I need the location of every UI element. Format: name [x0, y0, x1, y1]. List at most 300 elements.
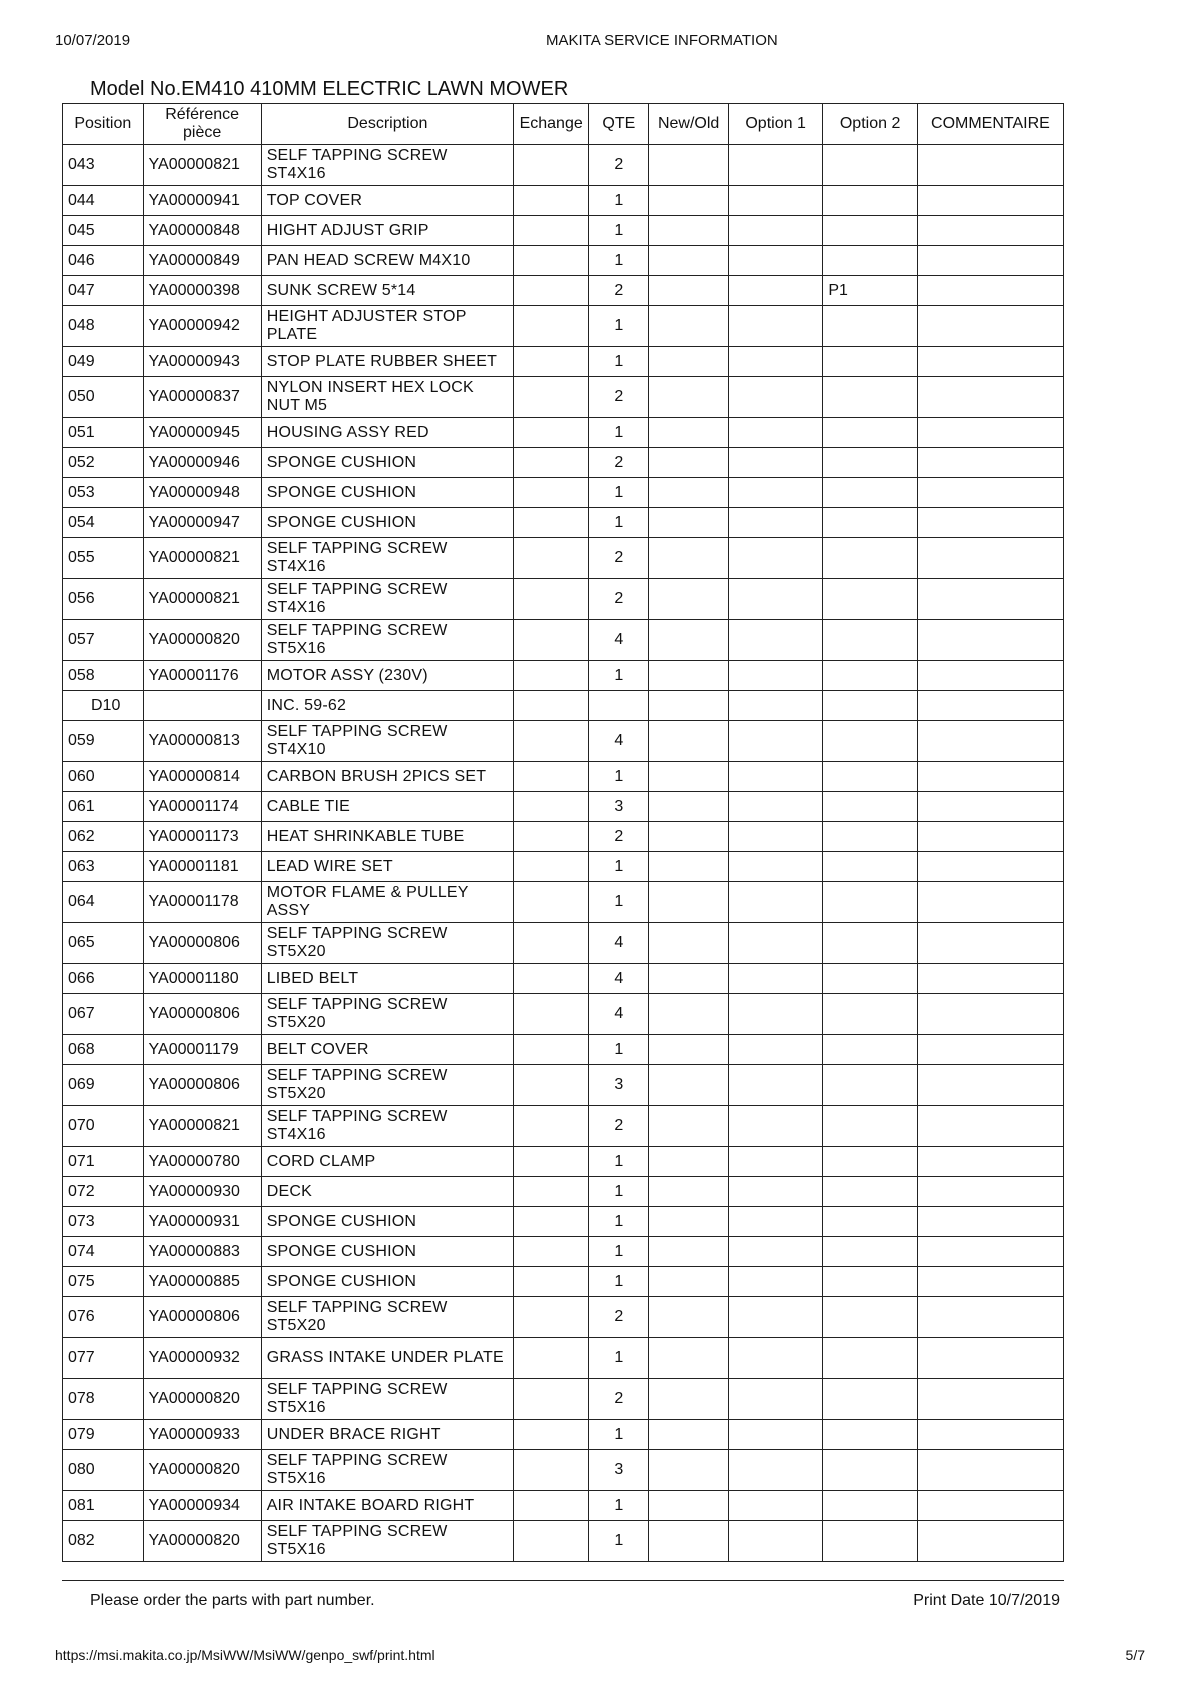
cell-description: SPONGE CUSHION: [261, 1237, 513, 1267]
cell-echange: [514, 1237, 589, 1267]
cell-option2: [823, 579, 918, 620]
cell-option2: [823, 347, 918, 377]
cell-qte: 1: [589, 1147, 649, 1177]
cell-echange: [514, 762, 589, 792]
cell-commentaire: [917, 1106, 1063, 1147]
cell-reference: YA00000806: [143, 1065, 261, 1106]
cell-option1: [728, 1106, 823, 1147]
cell-reference: YA00000931: [143, 1207, 261, 1237]
cell-echange: [514, 276, 589, 306]
cell-qte: 1: [589, 216, 649, 246]
cell-new-old: [649, 579, 728, 620]
cell-new-old: [649, 964, 728, 994]
cell-option1: [728, 377, 823, 418]
cell-echange: [514, 1420, 589, 1450]
cell-qte: 1: [589, 1338, 649, 1379]
cell-qte: 2: [589, 377, 649, 418]
cell-commentaire: [917, 822, 1063, 852]
cell-option1: [728, 246, 823, 276]
cell-option2: [823, 377, 918, 418]
cell-option2: [823, 1207, 918, 1237]
model-title: Model No.EM410 410MM ELECTRIC LAWN MOWER: [90, 78, 569, 100]
cell-commentaire: [917, 145, 1063, 186]
table-row: [63, 1106, 1064, 1147]
cell-option2: [823, 1297, 918, 1338]
table-row: [63, 852, 1064, 882]
print-date-header: 10/07/2019: [55, 32, 131, 49]
cell-reference: YA00000930: [143, 1177, 261, 1207]
cell-new-old: [649, 1420, 728, 1450]
cell-commentaire: [917, 620, 1063, 661]
cell-position: 045: [63, 216, 144, 246]
cell-option1: [728, 1207, 823, 1237]
cell-reference: YA00001179: [143, 1035, 261, 1065]
cell-option1: [728, 186, 823, 216]
cell-commentaire: [917, 579, 1063, 620]
cell-option2: [823, 145, 918, 186]
cell-new-old: [649, 145, 728, 186]
cell-option1: [728, 661, 823, 691]
cell-new-old: [649, 620, 728, 661]
cell-qte: 2: [589, 538, 649, 579]
cell-qte: 1: [589, 1491, 649, 1521]
cell-echange: [514, 994, 589, 1035]
cell-echange: [514, 691, 589, 721]
cell-position: 046: [63, 246, 144, 276]
cell-echange: [514, 1450, 589, 1491]
cell-option1: [728, 216, 823, 246]
cell-option2: [823, 964, 918, 994]
cell-position: 067: [63, 994, 144, 1035]
cell-description: SUNK SCREW 5*14: [261, 276, 513, 306]
cell-option2: [823, 923, 918, 964]
col-reference-label: Référence pièce: [165, 106, 240, 141]
table-row: [63, 792, 1064, 822]
cell-qte: 1: [589, 1420, 649, 1450]
cell-option1: [728, 306, 823, 347]
cell-option1: [728, 538, 823, 579]
cell-commentaire: [917, 1147, 1063, 1177]
col-position: Position: [63, 104, 144, 145]
col-description: Description: [261, 104, 513, 145]
cell-option2: [823, 661, 918, 691]
cell-description: LEAD WIRE SET: [261, 852, 513, 882]
cell-qte: 3: [589, 1065, 649, 1106]
cell-option1: [728, 1521, 823, 1562]
table-row: [63, 1297, 1064, 1338]
cell-option2: [823, 1065, 918, 1106]
cell-commentaire: [917, 1237, 1063, 1267]
cell-option2: [823, 822, 918, 852]
cell-position: 050: [63, 377, 144, 418]
cell-echange: [514, 1267, 589, 1297]
table-row: [63, 347, 1064, 377]
cell-echange: [514, 418, 589, 448]
cell-description: SELF TAPPING SCREW ST5X16: [261, 1379, 513, 1420]
cell-description: SELF TAPPING SCREW ST5X20: [261, 1297, 513, 1338]
cell-reference: YA00000820: [143, 620, 261, 661]
cell-echange: [514, 448, 589, 478]
cell-qte: 1: [589, 1177, 649, 1207]
cell-reference: YA00001180: [143, 964, 261, 994]
cell-description: TOP COVER: [261, 186, 513, 216]
cell-position: 070: [63, 1106, 144, 1147]
cell-commentaire: [917, 1267, 1063, 1297]
cell-qte: 1: [589, 306, 649, 347]
cell-commentaire: [917, 1338, 1063, 1379]
cell-commentaire: [917, 377, 1063, 418]
cell-new-old: [649, 1379, 728, 1420]
cell-description: BELT COVER: [261, 1035, 513, 1065]
cell-description: SELF TAPPING SCREW ST5X20: [261, 1065, 513, 1106]
cell-reference: YA00001181: [143, 852, 261, 882]
cell-reference: YA00000933: [143, 1420, 261, 1450]
cell-position: 060: [63, 762, 144, 792]
cell-option1: [728, 1035, 823, 1065]
cell-qte: 1: [589, 1035, 649, 1065]
cell-option1: [728, 1237, 823, 1267]
cell-qte: 2: [589, 1379, 649, 1420]
cell-reference: YA00000821: [143, 579, 261, 620]
cell-option1: [728, 478, 823, 508]
table-row: [63, 246, 1064, 276]
cell-option2: [823, 306, 918, 347]
cell-option1: [728, 145, 823, 186]
cell-position: 047: [63, 276, 144, 306]
cell-qte: 1: [589, 478, 649, 508]
cell-commentaire: [917, 964, 1063, 994]
table-row: [63, 508, 1064, 538]
cell-description: SPONGE CUSHION: [261, 1267, 513, 1297]
cell-qte: 4: [589, 620, 649, 661]
cell-commentaire: [917, 478, 1063, 508]
cell-description: HEIGHT ADJUSTER STOP PLATE: [261, 306, 513, 347]
cell-option2: [823, 448, 918, 478]
cell-reference: YA00000806: [143, 1297, 261, 1338]
cell-qte: 2: [589, 822, 649, 852]
cell-new-old: [649, 306, 728, 347]
cell-position: 053: [63, 478, 144, 508]
cell-qte: 3: [589, 792, 649, 822]
cell-commentaire: [917, 448, 1063, 478]
col-reference: [143, 104, 261, 145]
cell-description: AIR INTAKE BOARD RIGHT: [261, 1491, 513, 1521]
cell-reference: YA00000848: [143, 216, 261, 246]
cell-new-old: [649, 721, 728, 762]
cell-position: 076: [63, 1297, 144, 1338]
cell-new-old: [649, 994, 728, 1035]
cell-new-old: [649, 1521, 728, 1562]
cell-reference: YA00000948: [143, 478, 261, 508]
cell-description: MOTOR FLAME & PULLEY ASSY: [261, 882, 513, 923]
cell-position: 051: [63, 418, 144, 448]
cell-position: 063: [63, 852, 144, 882]
cell-position: 058: [63, 661, 144, 691]
cell-option2: [823, 1237, 918, 1267]
cell-description: SELF TAPPING SCREW ST5X16: [261, 620, 513, 661]
cell-position: 075: [63, 1267, 144, 1297]
cell-new-old: [649, 661, 728, 691]
cell-new-old: [649, 852, 728, 882]
table-row: [63, 620, 1064, 661]
cell-description: CABLE TIE: [261, 792, 513, 822]
cell-option2: [823, 620, 918, 661]
cell-option2: [823, 186, 918, 216]
cell-echange: [514, 1106, 589, 1147]
cell-reference: YA00000943: [143, 347, 261, 377]
cell-echange: [514, 1177, 589, 1207]
table-row: [63, 1338, 1064, 1379]
cell-option1: [728, 1491, 823, 1521]
cell-reference: YA00000946: [143, 448, 261, 478]
cell-qte: 2: [589, 579, 649, 620]
table-row: [63, 964, 1064, 994]
cell-position: 071: [63, 1147, 144, 1177]
cell-new-old: [649, 538, 728, 579]
cell-description: SPONGE CUSHION: [261, 478, 513, 508]
cell-option2: [823, 538, 918, 579]
cell-echange: [514, 347, 589, 377]
cell-commentaire: [917, 246, 1063, 276]
table-body: [63, 145, 1064, 1562]
cell-commentaire: [917, 1207, 1063, 1237]
cell-commentaire: [917, 216, 1063, 246]
cell-echange: [514, 1065, 589, 1106]
table-row: [63, 377, 1064, 418]
cell-description: SELF TAPPING SCREW ST4X16: [261, 579, 513, 620]
table-row: [63, 216, 1064, 246]
cell-commentaire: [917, 762, 1063, 792]
table-row: [63, 1035, 1064, 1065]
cell-new-old: [649, 882, 728, 923]
cell-position: 068: [63, 1035, 144, 1065]
cell-option2: [823, 508, 918, 538]
cell-commentaire: [917, 276, 1063, 306]
cell-echange: [514, 1521, 589, 1562]
cell-qte: 2: [589, 1106, 649, 1147]
cell-echange: [514, 1297, 589, 1338]
cell-echange: [514, 964, 589, 994]
cell-echange: [514, 721, 589, 762]
cell-reference: YA00000837: [143, 377, 261, 418]
cell-new-old: [649, 347, 728, 377]
table-row: [63, 1450, 1064, 1491]
col-option2: Option 2: [823, 104, 918, 145]
cell-commentaire: [917, 923, 1063, 964]
cell-qte: 1: [589, 186, 649, 216]
table-row: [63, 822, 1064, 852]
cell-option1: [728, 579, 823, 620]
cell-description: DECK: [261, 1177, 513, 1207]
cell-commentaire: [917, 661, 1063, 691]
cell-reference: YA00000941: [143, 186, 261, 216]
cell-commentaire: [917, 1450, 1063, 1491]
cell-echange: [514, 145, 589, 186]
cell-reference: YA00000813: [143, 721, 261, 762]
cell-reference: YA00000849: [143, 246, 261, 276]
cell-new-old: [649, 478, 728, 508]
cell-option1: [728, 792, 823, 822]
cell-option2: [823, 1450, 918, 1491]
col-echange: Echange: [514, 104, 589, 145]
cell-reference: YA00001178: [143, 882, 261, 923]
cell-position: 062: [63, 822, 144, 852]
cell-commentaire: [917, 1379, 1063, 1420]
cell-option1: [728, 1297, 823, 1338]
cell-new-old: [649, 246, 728, 276]
cell-position: 082: [63, 1521, 144, 1562]
cell-new-old: [649, 1297, 728, 1338]
cell-qte: 1: [589, 246, 649, 276]
cell-option1: [728, 762, 823, 792]
cell-position: 057: [63, 620, 144, 661]
table-row: [63, 1379, 1064, 1420]
cell-option2: [823, 852, 918, 882]
cell-qte: 2: [589, 448, 649, 478]
table-row: [63, 721, 1064, 762]
col-new-old: New/Old: [649, 104, 728, 145]
cell-option1: [728, 721, 823, 762]
cell-description: MOTOR ASSY (230V): [261, 661, 513, 691]
cell-echange: [514, 620, 589, 661]
cell-qte: 4: [589, 994, 649, 1035]
cell-option1: [728, 1379, 823, 1420]
cell-echange: [514, 186, 589, 216]
cell-option2: [823, 246, 918, 276]
cell-echange: [514, 923, 589, 964]
cell-description: HIGHT ADJUST GRIP: [261, 216, 513, 246]
cell-position: 079: [63, 1420, 144, 1450]
cell-commentaire: [917, 1035, 1063, 1065]
cell-echange: [514, 478, 589, 508]
table-row: [63, 1237, 1064, 1267]
cell-option2: [823, 721, 918, 762]
cell-reference: YA00000885: [143, 1267, 261, 1297]
table-row: [63, 762, 1064, 792]
cell-option2: [823, 1379, 918, 1420]
cell-option1: [728, 1065, 823, 1106]
col-option1: Option 1: [728, 104, 823, 145]
cell-description: UNDER BRACE RIGHT: [261, 1420, 513, 1450]
table-row: [63, 276, 1064, 306]
cell-description: SELF TAPPING SCREW ST5X16: [261, 1521, 513, 1562]
cell-new-old: [649, 1147, 728, 1177]
cell-option1: [728, 964, 823, 994]
cell-description: STOP PLATE RUBBER SHEET: [261, 347, 513, 377]
cell-option1: [728, 882, 823, 923]
cell-option1: [728, 1267, 823, 1297]
cell-echange: [514, 306, 589, 347]
cell-qte: 1: [589, 1267, 649, 1297]
cell-qte: 1: [589, 1521, 649, 1562]
table-row: [63, 1065, 1064, 1106]
cell-qte: 1: [589, 762, 649, 792]
cell-commentaire: [917, 994, 1063, 1035]
cell-option1: [728, 923, 823, 964]
cell-new-old: [649, 508, 728, 538]
cell-commentaire: [917, 347, 1063, 377]
cell-position: 061: [63, 792, 144, 822]
cell-qte: 1: [589, 508, 649, 538]
cell-reference: YA00000780: [143, 1147, 261, 1177]
cell-position: 052: [63, 448, 144, 478]
cell-commentaire: [917, 1297, 1063, 1338]
cell-option1: [728, 1338, 823, 1379]
cell-position: D10: [63, 691, 144, 721]
cell-description: SPONGE CUSHION: [261, 1207, 513, 1237]
cell-description: SELF TAPPING SCREW ST4X16: [261, 145, 513, 186]
table-row: [63, 923, 1064, 964]
cell-description: SELF TAPPING SCREW ST5X20: [261, 994, 513, 1035]
cell-commentaire: [917, 691, 1063, 721]
cell-reference: YA00000398: [143, 276, 261, 306]
table-row: [63, 478, 1064, 508]
table-row: [63, 1420, 1064, 1450]
cell-new-old: [649, 1450, 728, 1491]
cell-option2: [823, 478, 918, 508]
cell-new-old: [649, 1491, 728, 1521]
cell-reference: YA00000806: [143, 923, 261, 964]
table-row: [63, 579, 1064, 620]
cell-description: NYLON INSERT HEX LOCK NUT M5: [261, 377, 513, 418]
cell-qte: 4: [589, 923, 649, 964]
cell-reference: YA00000820: [143, 1450, 261, 1491]
cell-description: HEAT SHRINKABLE TUBE: [261, 822, 513, 852]
cell-new-old: [649, 276, 728, 306]
cell-option1: [728, 1420, 823, 1450]
cell-commentaire: [917, 1521, 1063, 1562]
cell-commentaire: [917, 792, 1063, 822]
cell-echange: [514, 538, 589, 579]
cell-echange: [514, 377, 589, 418]
cell-reference: YA00000947: [143, 508, 261, 538]
cell-position: 081: [63, 1491, 144, 1521]
cell-qte: 1: [589, 1237, 649, 1267]
cell-reference: YA00000883: [143, 1237, 261, 1267]
cell-qte: 4: [589, 721, 649, 762]
table-row: [63, 186, 1064, 216]
cell-new-old: [649, 1035, 728, 1065]
cell-echange: [514, 508, 589, 538]
cell-option1: [728, 347, 823, 377]
cell-reference: YA00000806: [143, 994, 261, 1035]
cell-qte: 2: [589, 145, 649, 186]
cell-qte: 1: [589, 1207, 649, 1237]
cell-description: SPONGE CUSHION: [261, 448, 513, 478]
cell-description: SELF TAPPING SCREW ST5X16: [261, 1450, 513, 1491]
cell-option2: [823, 1035, 918, 1065]
cell-position: 066: [63, 964, 144, 994]
table-row: [63, 145, 1064, 186]
cell-echange: [514, 1491, 589, 1521]
cell-option2: [823, 1521, 918, 1562]
cell-qte: 4: [589, 964, 649, 994]
cell-option1: [728, 822, 823, 852]
cell-qte: 2: [589, 276, 649, 306]
cell-qte: 1: [589, 882, 649, 923]
cell-qte: 3: [589, 1450, 649, 1491]
cell-reference: YA00000945: [143, 418, 261, 448]
cell-commentaire: [917, 1177, 1063, 1207]
cell-option2: [823, 1491, 918, 1521]
order-note: Please order the parts with part number.: [90, 1592, 375, 1609]
cell-commentaire: [917, 306, 1063, 347]
cell-echange: [514, 792, 589, 822]
col-qte: QTE: [589, 104, 649, 145]
table-row: [63, 306, 1064, 347]
cell-description: SPONGE CUSHION: [261, 508, 513, 538]
cell-commentaire: [917, 1491, 1063, 1521]
